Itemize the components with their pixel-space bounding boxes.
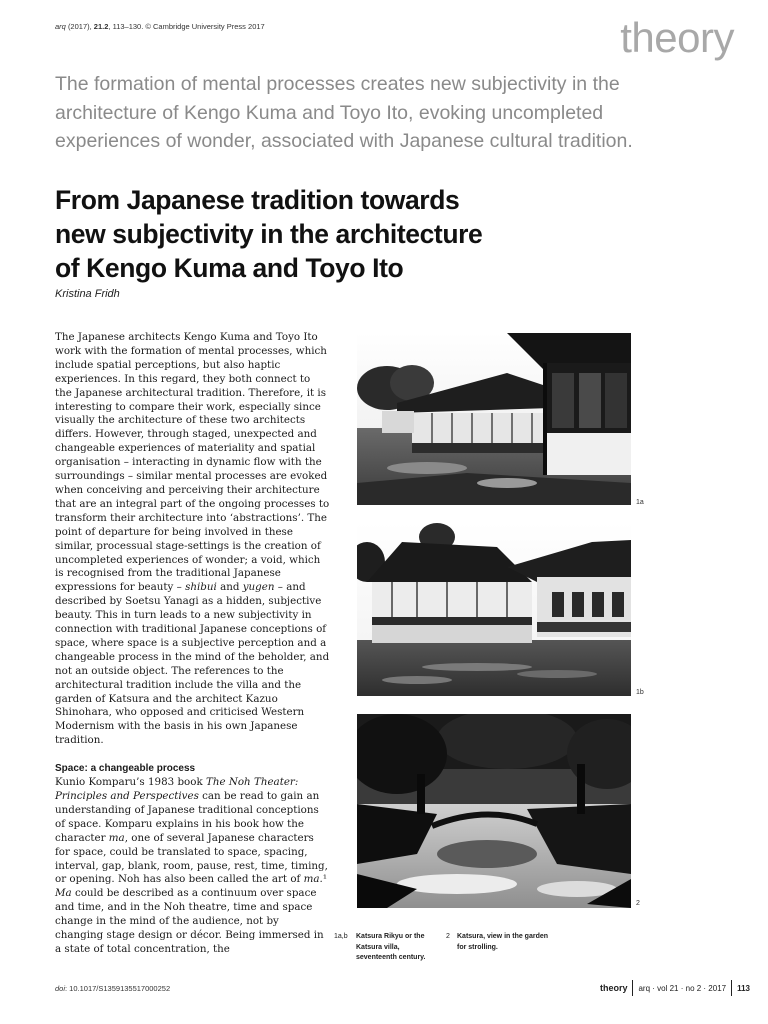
body-paragraph-2 (55, 776, 330, 957)
figure-1a-photo (357, 333, 631, 505)
term-shibui: shibui (185, 581, 217, 594)
citation-journal: arq (55, 22, 66, 31)
term-ma: ma (108, 831, 125, 844)
caption-1-text: Katsura Rikyu or the Katsura villa, seventeenth century. (356, 933, 426, 961)
citation-line (55, 22, 265, 31)
citation-year: (2017), (67, 22, 92, 31)
page-footer (600, 980, 750, 996)
title-line-1: From Japanese tradition towards (55, 185, 460, 215)
section-heading: Space: a changeable process (55, 763, 196, 775)
page-number: 113 (737, 983, 750, 993)
katsura-villa-photo-1a (357, 333, 631, 505)
p2-text-d: .¹ (319, 873, 327, 886)
caption-1-number: 1a,b (334, 933, 348, 940)
caption-figure-2 (446, 932, 551, 953)
p1-text-b: and (216, 581, 243, 594)
footer-section: theory (599, 983, 628, 993)
term-yugen: yugen (242, 581, 275, 594)
body-text-column (55, 331, 330, 957)
footer-journal: arq · vol 21 · no 2 · 2017 (638, 983, 727, 993)
citation-volume: 21.2 (93, 22, 109, 31)
caption-2-text: Katsura, view in the garden for strolling. (457, 933, 549, 951)
term-ma-3: Ma (55, 887, 72, 900)
p2-text-c: , one of several Japanese characters for space, could be translated to space, spacing, interval, gap, blank, room, pause, rest, time, timing, or opening. Noh has also been called the art of (55, 831, 328, 886)
title-line-3: of Kengo Kuma and Toyo Ito (55, 253, 404, 283)
section-tag: theory (620, 14, 734, 61)
p2-text-a: Kunio Komparu’s 1983 book (55, 776, 206, 789)
doi-label: doi (55, 984, 66, 993)
figure-1b-photo (357, 522, 631, 696)
citation-rest: , 113–130. © Cambridge University Press 2017 (108, 22, 265, 31)
doi-value: : 10.1017/S1359135517000252 (65, 984, 171, 993)
figure-2-photo (357, 714, 631, 908)
author-name: Kristina Fridh (55, 288, 120, 300)
body-paragraph-1 (55, 331, 330, 748)
book-title: The Noh Theater: Principles and Perspectives (55, 776, 299, 802)
figure-1b-label: 1b (636, 689, 644, 696)
term-ma-2: ma (303, 873, 320, 886)
p1-text-c: – and described by Soetsu Yanagi as a hidden, subjective beauty. This in turn leads to a new subjectivity in connection with traditional Japanese conceptions of space, where space is a subjective perception and a changeable process in the mind of the beholder, and not an outside object. The references to the architectural tradition include the villa and the garden of Katsura and the architect Kazuo Shinohara, who opposed and criticised Western Modernism with the basis in his own Japanese tradition. (55, 581, 330, 747)
p1-text-a: The Japanese architects Kengo Kuma and Toyo Ito work with the formation of mental processes, which include spatial perceptions, but also haptic experiences. In this regard, they both connect to the Japanese architectural tradition. Therefore, it is interesting to compare their work, especially since visually the architecture of these two architects differs. However, through staged, unexpected and changeable experiences of materiality and spatial organisation – interacting in dynamic flow with the surroundings – similar mental processes are evoked when conceiving and perceiving their architecture that are an integral part of the ongoing processes to transform their architecture into ‘abstractions’. The point of departure for being involved in these similar, processual stage-settings is the creation of uncompleted experiences of wonder; a void, which is recognised from the traditional Japanese expressions for beauty – (55, 331, 330, 594)
abstract: The formation of mental processes creates new subjectivity in the architecture of Kengo Kuma and Toyo Ito, evoking uncompleted experiences of wonder, associated with Japanese cultural tradition. (55, 73, 633, 152)
p2-text-e: could be described as a continuum over space and time, and in the Noh theatre, time and space change in the mind of the audience, not by changing stage design or décor. Being immersed in a state of total concentration, the (55, 887, 324, 955)
katsura-villa-photo-1b (357, 522, 631, 696)
figure-2-label: 2 (636, 900, 640, 907)
p2-text-b: can be read to gain an understanding of Japanese traditional conceptions of space. Komparu explains in his book how the character (55, 790, 320, 844)
doi-line (55, 984, 170, 993)
figure-1a-label: 1a (636, 499, 644, 506)
title-line-2: new subjectivity in the architecture (55, 219, 483, 249)
article-title (55, 183, 595, 285)
katsura-garden-photo (357, 714, 631, 908)
caption-figure-1 (334, 932, 439, 964)
caption-2-number: 2 (446, 933, 450, 940)
